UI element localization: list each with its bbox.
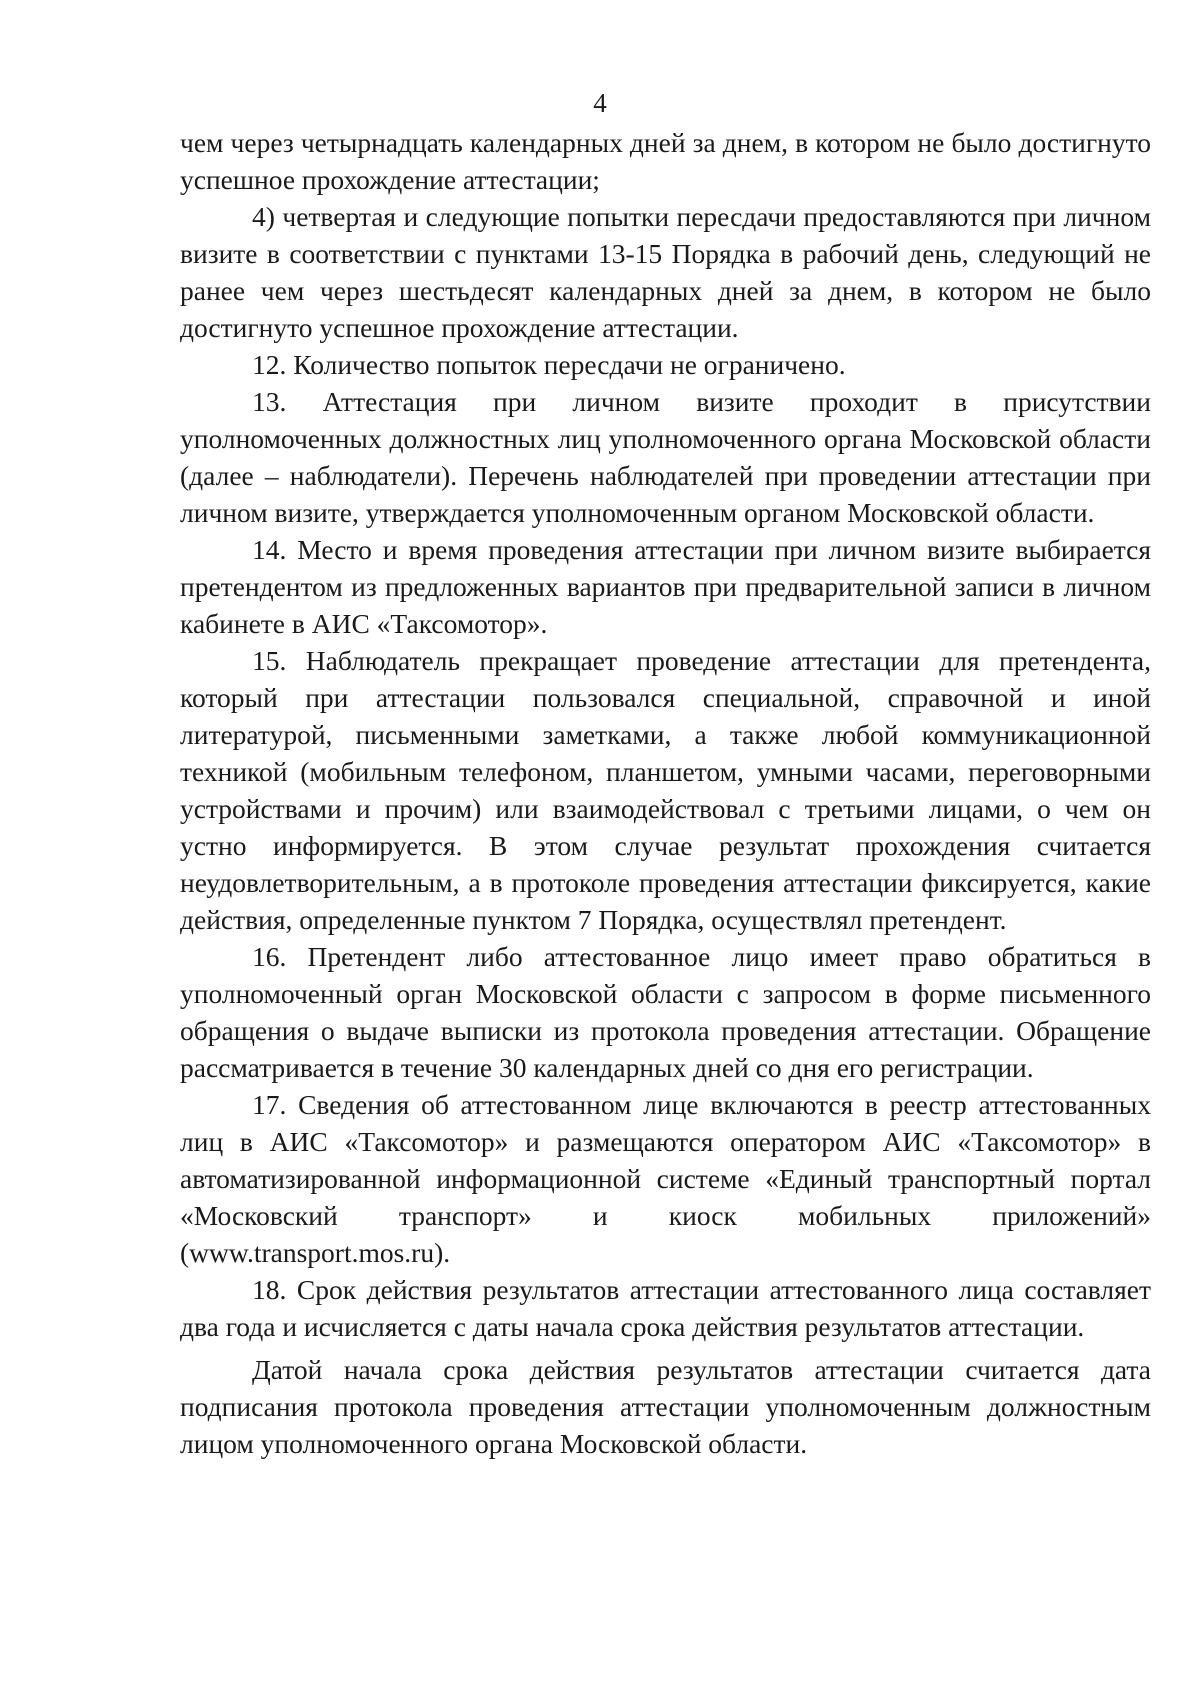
paragraph-15: 15. Наблюдатель прекращает проведение аттестации для претендента, который при аттестации пользовался специальной, справочной и иной литературой, письменными заметками, а также любой коммуникационной техникой (мобильным телефоном, планшетом, умными часами, переговорными устройствами и прочим) или взаимодействовал с третьими лицами, о чем он устно информируется. В этом случае результат прохождения считается неудовлетворительным, а в протоколе проведения аттестации фиксируется, какие действия, определенные пунктом 7 Порядка, осуществлял претендент. (180, 645, 1151, 935)
paragraph-16: 16. Претендент либо аттестованное лицо имеет право обратиться в уполномоченный орган Московской области с запросом в форме письменного обращения о выдаче выписки из протокола проведения аттестации. Обращение рассматривается в течение 30 календарных дней со дня его регистрации. (180, 941, 1151, 1083)
paragraph-item-4: 4) четвертая и следующие попытки пересдачи предоставляются при личном визите в соответствии с пунктами 13-15 Порядка в рабочий день, следующий не ранее чем через шестьдесят календарных дней за днем, в котором не было достигнуто успешное прохождение аттестации. (180, 201, 1151, 343)
page-number: 4 (593, 88, 607, 118)
paragraph-17: 17. Сведения об аттестованном лице включаются в реестр аттестованных лиц в АИС «Таксомотор» и размещаются оператором АИС «Таксомотор» в автоматизированной информационной системе «Единый транспортный портал «Московский транспорт» и киоск мобильных приложений» (www.transport.mos.ru). (180, 1089, 1151, 1268)
paragraph-12: 12. Количество попыток пересдачи не ограничено. (252, 349, 846, 380)
paragraph-13: 13. Аттестация при личном визите проходит в присутствии уполномоченных должностных лиц уполномоченного органа Московской области (далее – наблюдатели). Перечень наблюдателей при проведении аттестации при личном визите, утверждается уполномоченным органом Московской области. (180, 386, 1151, 528)
paragraph-14: 14. Место и время проведения аттестации при личном визите выбирается претендентом из предложенных вариантов при предварительной записи в личном кабинете в АИС «Таксомотор». (180, 534, 1151, 639)
paragraph-18-continuation: Датой начала срока действия результатов аттестации считается дата подписания протокола проведения аттестации уполномоченным должностным лицом уполномоченного органа Московской области. (180, 1354, 1151, 1459)
paragraph-continuation: чем через четырнадцать календарных дней за днем, в котором не было достигнуто успешное прохождение аттестации; (180, 127, 1151, 195)
paragraph-18: 18. Срок действия результатов аттестации аттестованного лица составляет два года и исчисляется с даты начала срока действия результатов аттестации. (180, 1274, 1151, 1342)
document-body (180, 124, 1151, 1462)
